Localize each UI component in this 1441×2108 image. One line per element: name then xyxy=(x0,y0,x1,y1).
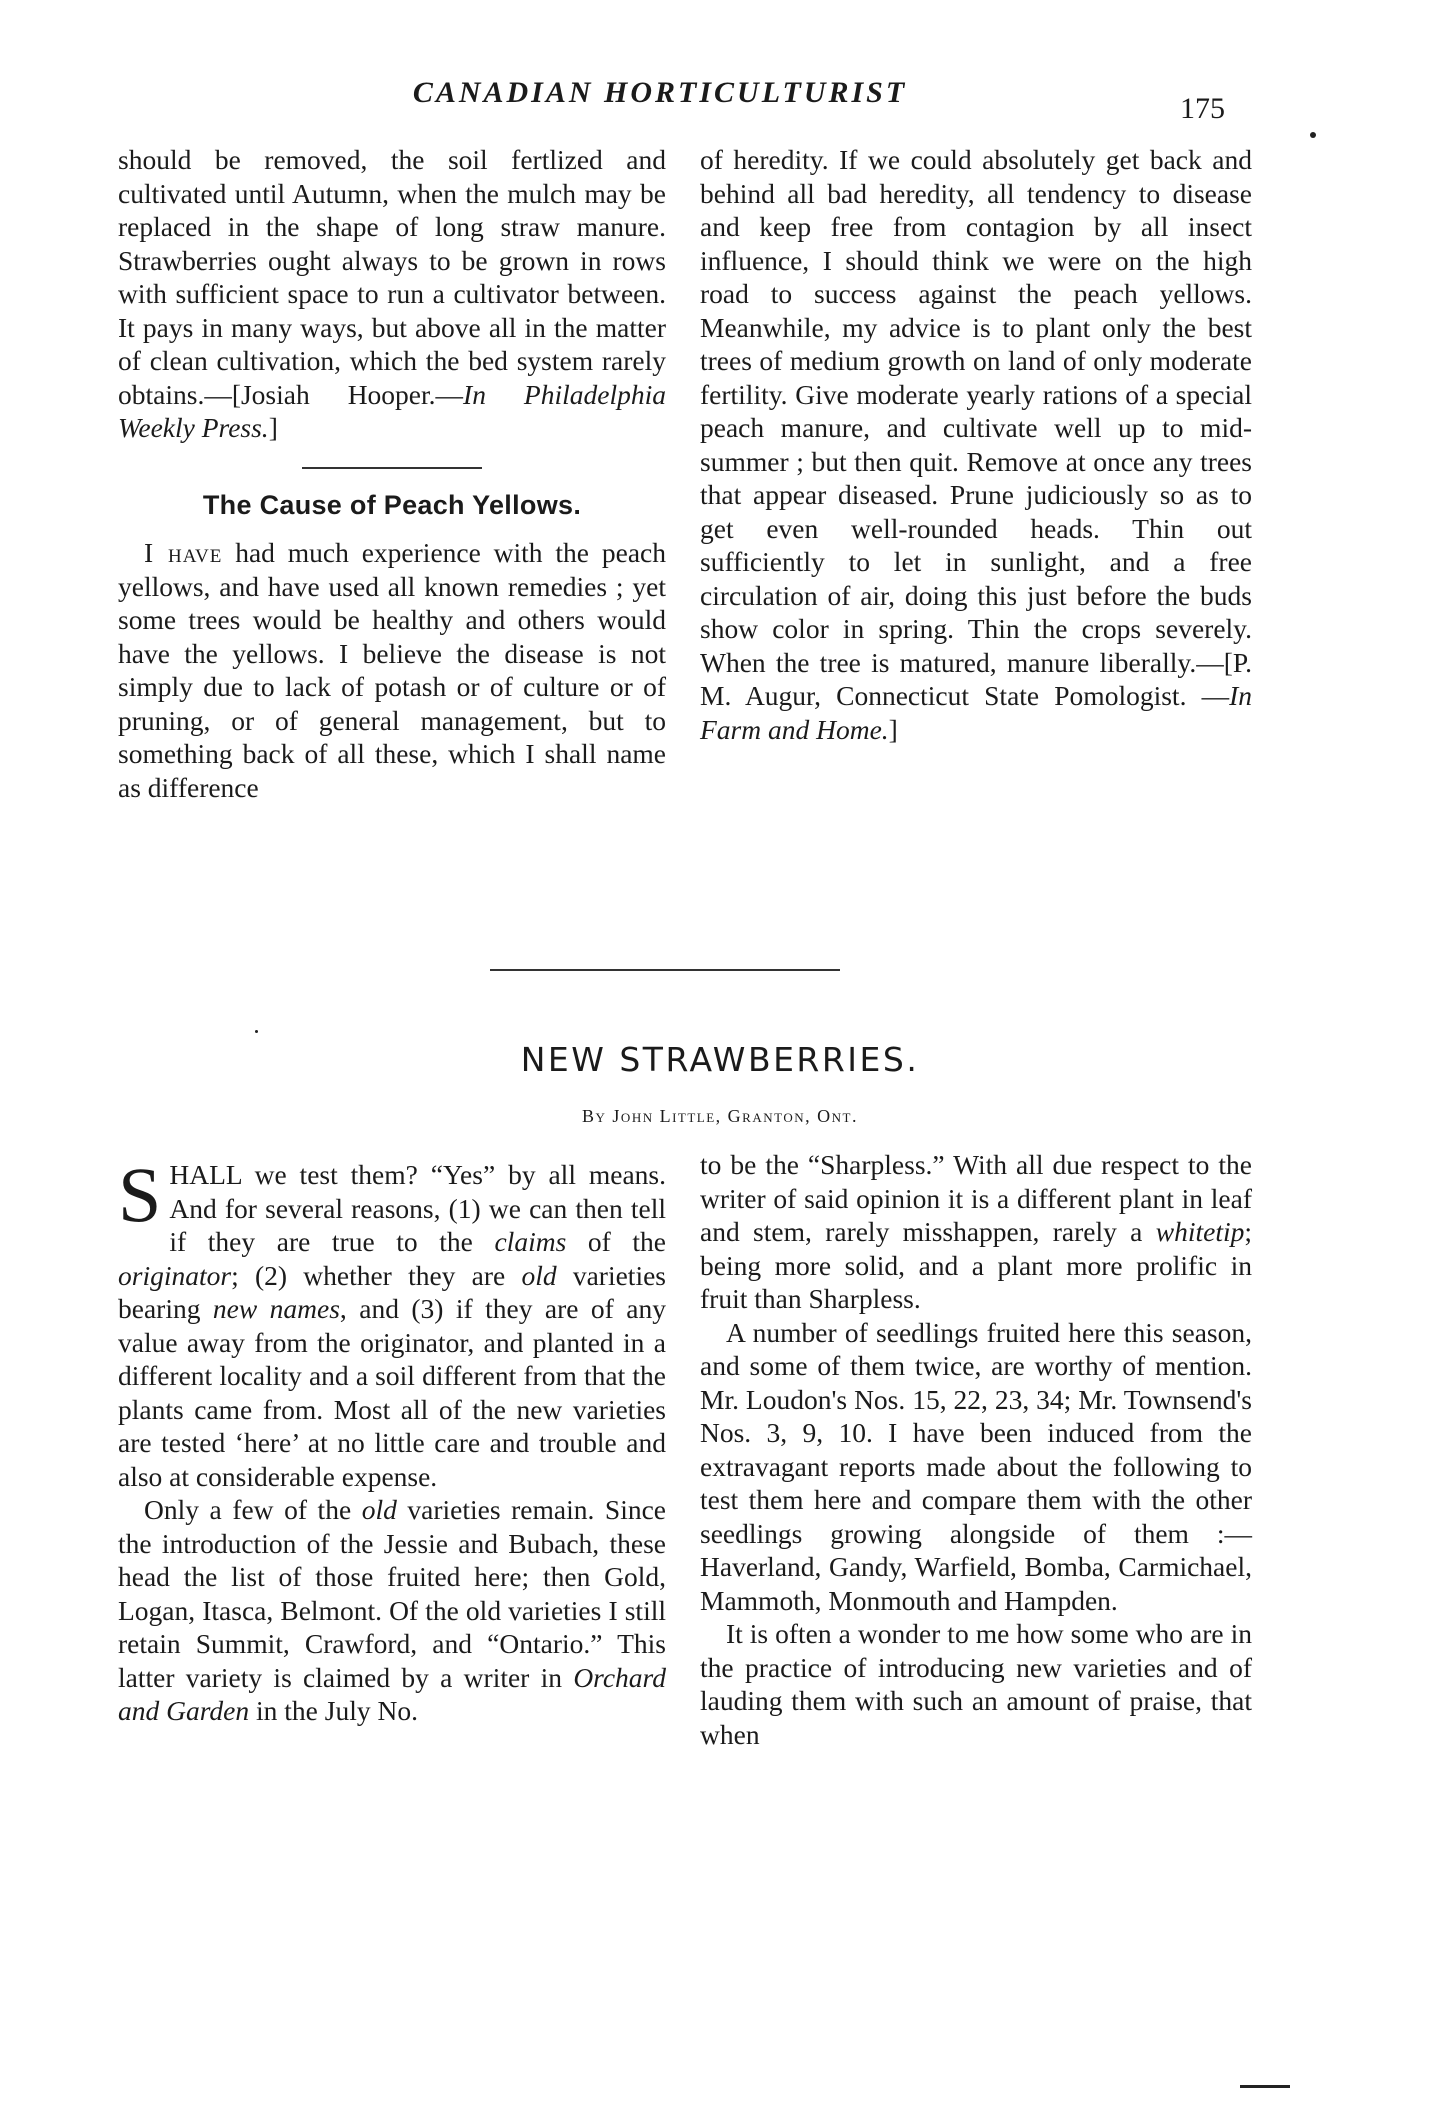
italic-run: Orchard and Garden xyxy=(118,1661,666,1726)
heredity-text: of heredity. If we could absolutely get back and behind all bad heredity, all tendency to disease and keep free from contagion by all insect influence, I should think we were on the high road to success against the peach yellows. Meanwhile, my advice is to plant only the best trees of medium growth on land of only moderate fertility. Give moderate yearly rations of a special peach manure, and cultivate well up to mid-summer ; but then quit. Remove at once any trees that appear diseased. Prune judiciously so as to get even well-rounded heads. Thin out sufficiently to let in sunlight, and a free circulation of air, doing this just before the buds show color in spring. Thin the crops severely. When the tree is matured, manure liberally.—[P. M. Augur, Connecticut State Pomologist. — xyxy=(700,144,1252,711)
text-run: of the xyxy=(566,1226,666,1257)
text-run: Only a few of the xyxy=(144,1494,362,1525)
hooper-paragraph xyxy=(118,143,666,445)
lead-words: I have xyxy=(144,537,223,568)
text-run: varieties bearing xyxy=(118,1259,666,1324)
peach-yellows-text: had much experience with the peach yellows, and have used all known remedies ; yet some trees would be healthy and others would have the yellows. I believe the disease is not simply due to lack of potash or of culture or of pruning, or of general management, but to something back of all these, which I shall name as difference xyxy=(118,537,666,803)
section-divider xyxy=(302,467,482,469)
hooper-source: In Philadelphia Weekly Press. xyxy=(118,378,666,443)
running-title: CANADIAN HORTICULTURIST xyxy=(412,76,908,109)
article-title: NEW STRAWBERRIES. xyxy=(520,1040,920,1079)
ink-speck xyxy=(1310,132,1316,138)
heredity-paragraph xyxy=(700,143,1252,746)
italic-run: whitetip xyxy=(1155,1216,1245,1247)
italic-run: old xyxy=(361,1494,397,1525)
text-run: to be the “Sharpless.” With all due respect to the writer of said opinion it is a different plant in leaf and stem, rarely misshappen, rarely a xyxy=(700,1149,1252,1247)
seedlings-paragraph: A number of seedlings fruited here this season, and some of them twice, are worthy of mention. Mr. Loudon's Nos. 15, 22, 23, 34; Mr. Townsend's Nos. 3, 9, 10. I have been induced from the extravagant reports made about the following to test them here and compare them with the other seedlings growing alongside of them :—Haverland, Gandy, Warfield, Bomba, Carmichael, Mammoth, Monmouth and Hampden. xyxy=(700,1316,1252,1616)
augur-source: In Farm and Home. xyxy=(700,680,1252,745)
italic-run: originator xyxy=(118,1259,232,1291)
drop-cap: S xyxy=(118,1151,162,1238)
text-run: varieties remain. Since the introduction of the Jessie and Bubach, these head the list of those fruited here; then Gold, Logan, Itasca, Belmont. Of the old varieties I still retain Summit, Crawford, and “Ontario.” This latter variety is claimed by a writer in xyxy=(118,1494,666,1693)
footer-mark xyxy=(1240,2085,1290,2088)
text-run: ; (2) whether they are xyxy=(231,1259,522,1291)
sharpless-paragraph xyxy=(700,1148,1252,1316)
testing-paragraph xyxy=(118,1151,666,1493)
top-left-column xyxy=(118,143,666,804)
hooper-text: should be removed, the soil fertlized and cultivated until Autumn, when the mulch may be replaced in the shape of long straw manure. Strawberries ought always to be grown in rows with sufficient space to run a cultivator between. It pays in many ways, but above all in the matter of clean cultivation, which the bed system rarely obtains.—[Josiah Hooper.— xyxy=(118,144,666,410)
old-varieties-paragraph xyxy=(118,1493,666,1728)
bottom-right-column xyxy=(700,1148,1252,1751)
italic-run: claims xyxy=(494,1226,567,1257)
article-byline: By John Little, Granton, Ont. xyxy=(582,1106,858,1126)
article-divider xyxy=(490,969,840,971)
introducers-paragraph: It is often a wonder to me how some who are in the practice of introducing new varieties and of lauding them with such an amount of praise, that when xyxy=(700,1618,1252,1750)
text-run: HALL we test them? “Yes” by all means. And for several reasons, (1) we can then tell if they are true to the xyxy=(169,1159,666,1257)
hooper-close: ] xyxy=(268,412,278,443)
text-run: in the July No. xyxy=(249,1695,418,1726)
ink-speck xyxy=(255,1030,258,1033)
bottom-left-column xyxy=(118,1151,666,1728)
section-heading: The Cause of Peach Yellows. xyxy=(202,489,582,520)
peach-yellows-paragraph xyxy=(118,536,666,804)
top-right-column xyxy=(700,143,1252,746)
text-run: ; being more solid, and a plant more prolific in fruit than Sharpless. xyxy=(700,1216,1252,1314)
augur-close: ] xyxy=(888,713,898,745)
italic-run: new names xyxy=(212,1293,340,1324)
page-number: 175 xyxy=(1180,92,1225,125)
text-run: , and (3) if they are of any value away from the originator, and planted in a different locality and a soil different from that the plants came from. Most all of the new varieties are tested ‘here’ at no little care and trouble and also at considerable expense. xyxy=(118,1293,666,1492)
italic-run: old xyxy=(521,1259,557,1291)
